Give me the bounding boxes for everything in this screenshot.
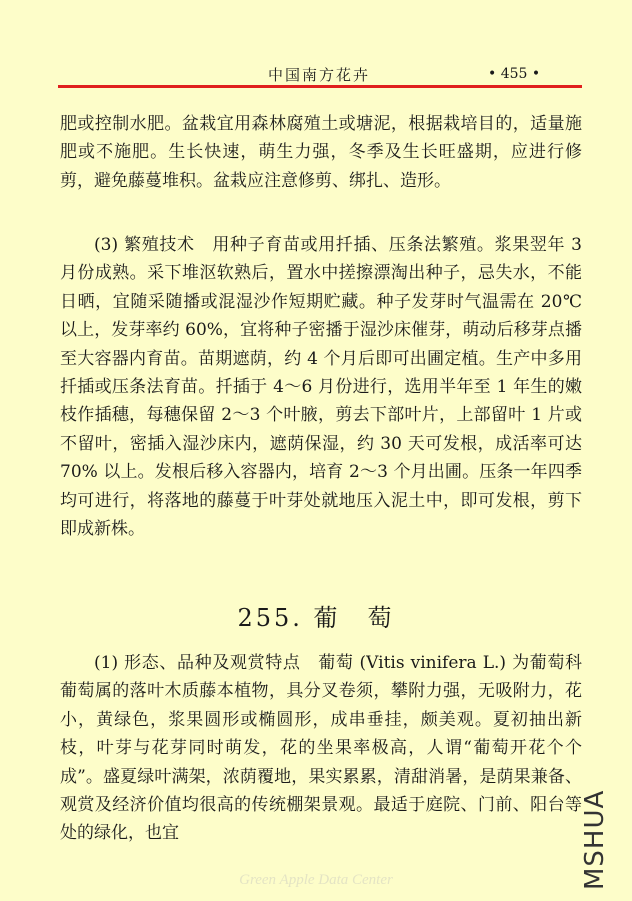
- section-heading: 255. 葡 萄: [237, 604, 395, 632]
- body-paragraph-2: (3) 繁殖技术 用种子育苗或用扦插、压条法繁殖。浆果翌年 3 月份成熟。采下堆沤软熟后，置水中搓擦漂淘出种子，忌失水，不能日晒，宜随采随播或混湿沙作短期贮藏。种子发芽时气温需在 20℃ 以上，发芽率约 60%，宜将种子密播于湿沙床催芽，萌动后移芽点播至大容器内育苗。苗期遮荫，约 4 个月后即可出圃定植。生产中多用扦插或压条法育苗。扦插于 4～6 月份进行，选用半年至 1 年生的嫩枝作插穗，每穗保留 2～3 个叶腋，剪去下部叶片，上部留叶 1 片或不留叶，密插入湿沙床内，遮荫保湿，约 30 天可发根，成活率可达 70% 以上。发根后移入容器内，培育 2～3 个月出圃。压条一年四季均可进行，将落地的藤蔓于叶芽处就地压入泥土中，即可发根，剪下即成新株。: [60, 235, 582, 540]
- body-paragraph-1: 肥或控制水肥。盆栽宜用森林腐殖土或塘泥，根据栽培目的，适量施肥或不施肥。生长快速，萌生力强，冬季及生长旺盛期，应进行修剪，避免藤蔓堆积。盆栽应注意修剪、绑扎、造形。: [60, 114, 582, 191]
- bottom-watermark: Green Apple Data Center: [239, 872, 393, 888]
- side-watermark: MSHUA: [580, 789, 610, 890]
- body-paragraph-3: (1) 形态、品种及观赏特点 葡萄 (Vitis vinifera L.) 为葡萄科葡萄属的落叶木质藤本植物，具分叉卷须，攀附力强，无吸附力，花小，黄绿色，浆果圆形或椭圆形，成串垂挂，颇美观。夏初抽出新枝，叶芽与花芽同时萌发，花的坐果率极高，人谓“葡萄开花个个成”。盛夏绿叶满架，浓荫覆地，果实累累，清甜消暑，是荫果兼备、观赏及经济价值均很高的传统棚架景观。最适于庭院、门前、阳台等处的绿化，也宜: [60, 653, 582, 844]
- running-header-title: 中国南方花卉: [268, 66, 371, 84]
- header-rule: [58, 85, 582, 88]
- page-number: • 455 •: [488, 66, 541, 82]
